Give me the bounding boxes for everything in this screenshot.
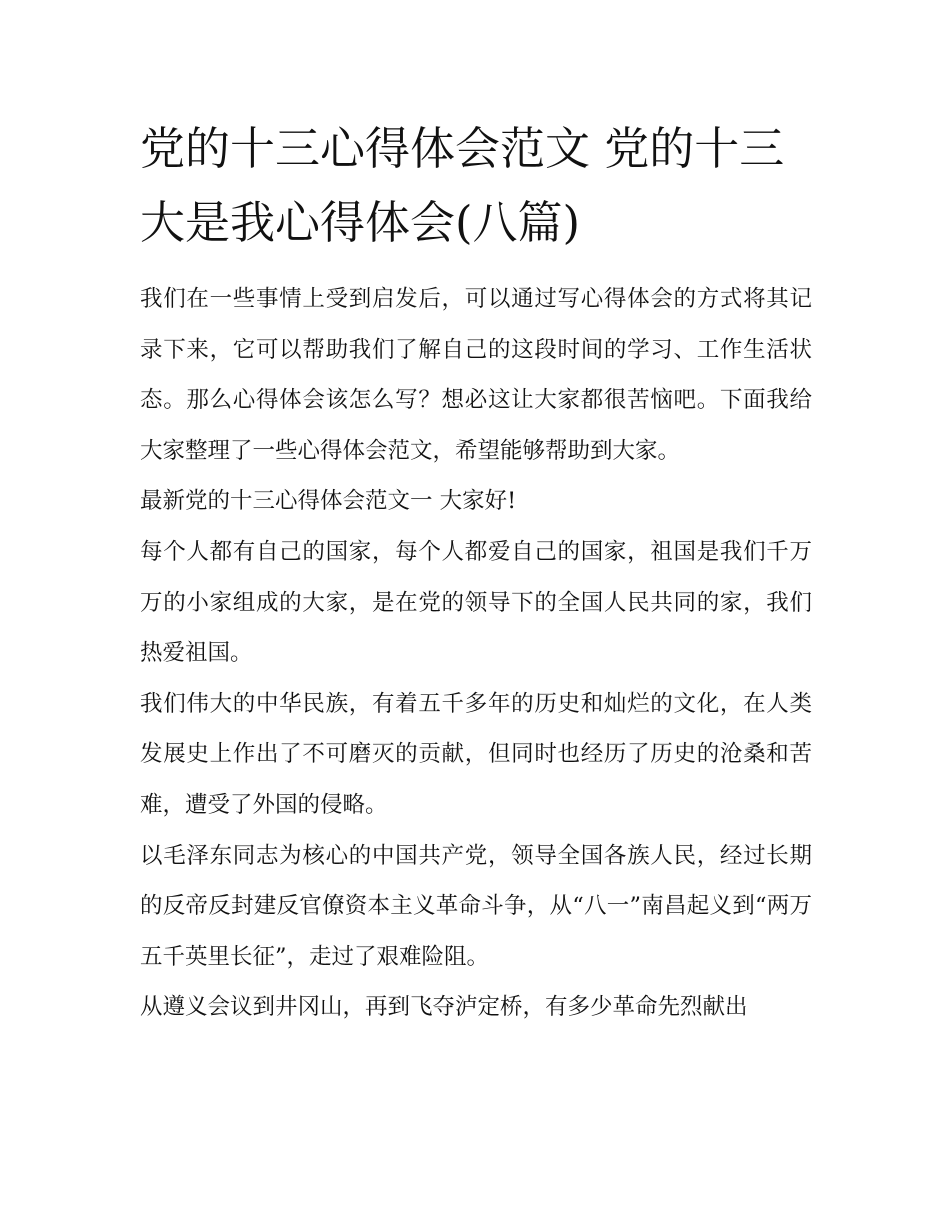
paragraph-motherland: 每个人都有自己的国家，每个人都爱自己的国家，祖国是我们千万万的小家组成的大家，是在党的领导下的全国人民共同的家，我们热爱祖国。: [140, 538, 812, 667]
paragraph-party-leadership: 以毛泽东同志为核心的中国共产党，领导全国各族人民，经过长期的反帝反封建反官僚资本主义革命斗争，从“八一”南昌起义到“两万五千英里长征”，走过了艰难险阻。: [140, 842, 812, 970]
document-page: [140, 112, 812, 1033]
paragraph-revolution: 从遵义会议到井冈山，再到飞夺泸定桥，有多少革命先烈献出: [140, 994, 748, 1021]
document-title: 党的十三心得体会范文 党的十三大是我心得体会(八篇): [140, 122, 785, 249]
paragraph-history: 我们伟大的中华民族，有着五千多年的历史和灿烂的文化，在人类发展史上作出了不可磨灭的贡献，但同时也经历了历史的沧桑和苦难，遭受了外国的侵略。: [140, 690, 812, 818]
paragraph-intro: 我们在一些事情上受到启发后，可以通过写心得体会的方式将其记录下来，它可以帮助我们了解自己的这段时间的学习、工作生活状态。那么心得体会该怎么写？想必这让大家都很苦恼吧。下面我给大家整理了一些心得体会范文，希望能够帮助到大家。: [140, 286, 812, 464]
paragraph-section-heading: 最新党的十三心得体会范文一 大家好!: [140, 488, 517, 515]
